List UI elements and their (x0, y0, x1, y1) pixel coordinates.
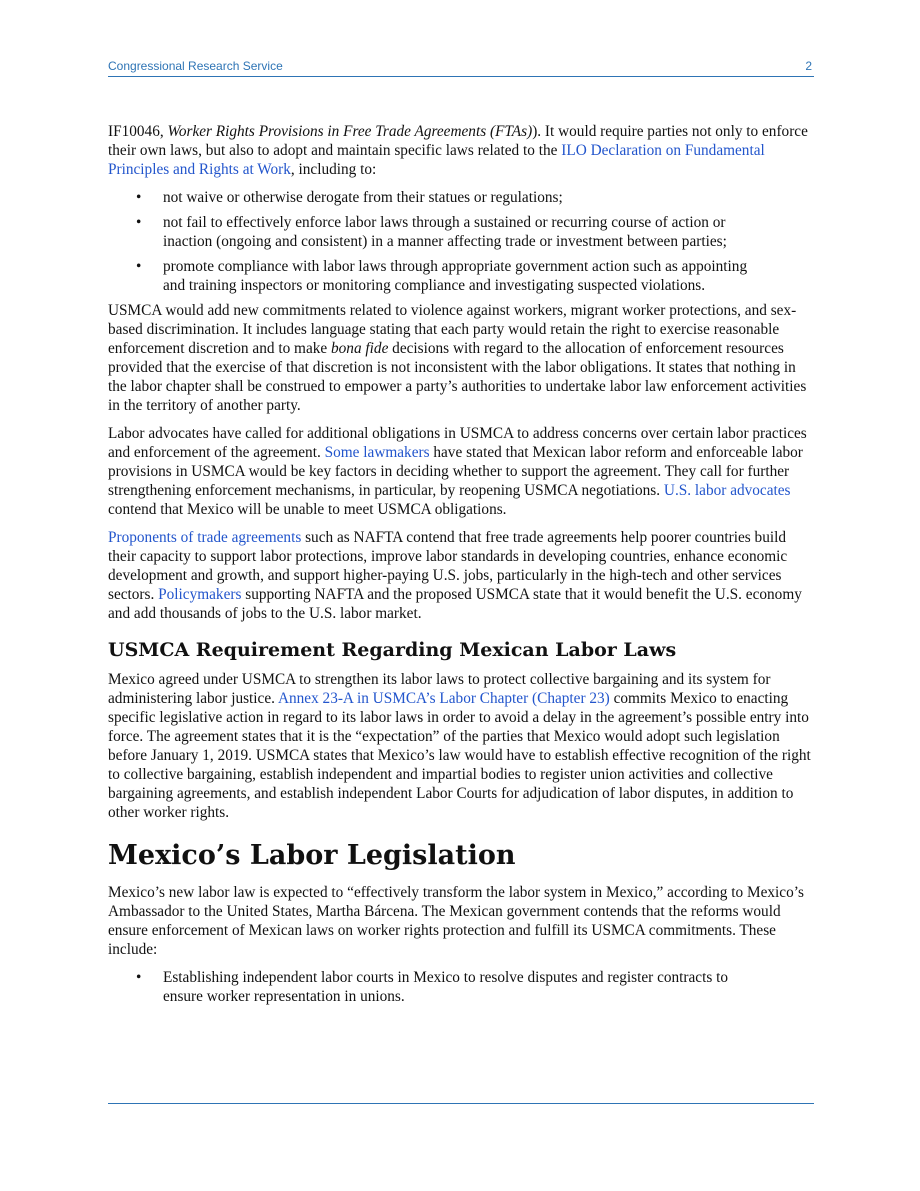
link-annex-23a[interactable]: Annex 23-A in USMCA’s Labor Chapter (Chapter 23) (277, 690, 610, 707)
intro-italic-title: Worker Rights Provisions in Free Trade Agreements (FTAs) (167, 123, 533, 140)
page-header (108, 58, 814, 77)
link-some-lawmakers[interactable]: Some lawmakers (324, 444, 430, 461)
bullet-glyph: • (136, 189, 142, 206)
advocates-text-2: have stated that Mexican labor reform and enforceable labor provisions in USMCA would be key factors in deciding whether to support the agreement. They call for further strengthening enforcement mechanisms, in particular, by reopening USMCA negotiations. (108, 444, 803, 499)
list-item (108, 968, 758, 1006)
list-item-text: not fail to effectively enforce labor laws through a sustained or recurring course of action or inaction (ongoing and consistent) in a manner affecting trade or investment between parties; (163, 214, 727, 250)
link-policymakers[interactable]: Policymakers (158, 586, 242, 603)
list-item-text: promote compliance with labor laws through appropriate government action such as appointing and training inspectors or monitoring compliance and investigating suspected violations. (163, 258, 748, 294)
page-number: 2 (805, 59, 812, 73)
advocates-text-1: Labor advocates have called for additional obligations in USMCA to address concerns over certain labor practices and enforcement of the agreement. (108, 425, 807, 461)
link-proponents-of-trade-agreements[interactable]: Proponents of trade agreements (108, 529, 302, 546)
proponents-text-1: such as NAFTA contend that free trade agreements help poorer countries build their capacity to support labor protections, improve labor standards in developing countries, enhance economic development and growth, and support higher-paying U.S. jobs, particularly in the high-tech and other services sectors. (108, 529, 788, 603)
bullet-glyph: • (136, 258, 142, 275)
list-item-text: Establishing independent labor courts in Mexico to resolve disputes and register contracts to ensure worker representation in unions. (163, 969, 728, 1005)
intro-text-3: ). It would require parties not only to enforce their own laws, but also to adopt and maintain specific laws related to the (108, 123, 808, 159)
list-item (108, 188, 758, 207)
commitments-paragraph (108, 301, 814, 415)
commitments-text-2: decisions with regard to the allocation of enforcement resources provided that the exercise of that discretion is not inconsistent with the labor obligations. It states that nothing in the labor chapter shall be construed to empower a party’s authorities to undertake labor law enforcement activities in the territory of another party. (108, 340, 807, 414)
document-body (108, 122, 814, 1012)
bona-fide-italic: bona fide (331, 340, 389, 357)
bullet-glyph: • (136, 214, 142, 231)
section-heading-usmca-requirement: USMCA Requirement Regarding Mexican Labor Laws (108, 639, 677, 661)
footer-rule (108, 1103, 814, 1104)
requirement-text-1: Mexico agreed under USMCA to strengthen its labor laws to protect collective bargaining and its system for administering labor justice. (108, 671, 771, 707)
commitments-text-1: USMCA would add new commitments related to violence against workers, migrant worker protections, and sex-based discrimination. It includes language stating that each party would retain the right to exercise reasonable enforcement discretion and to make (108, 302, 797, 357)
proponents-text-2: supporting NAFTA and the proposed USMCA state that it would benefit the U.S. economy and add thousands of jobs to the U.S. labor market. (108, 586, 802, 622)
obligations-list (108, 188, 814, 295)
list-item-text: not waive or otherwise derogate from their statues or regulations; (163, 189, 563, 206)
intro-paragraph (108, 122, 814, 179)
mexico-labor-paragraph: Mexico’s new labor law is expected to “effectively transform the labor system in Mexico,” according to Mexico’s Ambassador to the United States, Martha Bárcena. The Mexican government contends that the reforms would ensure enforcement of Mexican laws on worker rights protection and fulfill its USMCA commitments. These include: (108, 884, 804, 958)
requirement-text-2: commits Mexico to enacting specific legislative action in regard to its labor laws in order to avoid a delay in the agreement’s possible entry into force. The agreement states that it is the “expectation” of the parties that Mexico would adopt such legislation before January 1, 2019. USMCA states that Mexico’s law would have to establish effective recognition of the right to collective bargaining, establish independent and impartial bodies to register union activities and collective bargaining agreements, and establish independent Labor Courts for adjudication of labor disputes, in addition to other worker rights. (108, 690, 811, 821)
advocates-text-3: contend that Mexico will be unable to meet USMCA obligations. (108, 501, 507, 518)
intro-text-1: IF10046, (108, 123, 168, 140)
list-item (108, 257, 758, 295)
proponents-paragraph (108, 528, 814, 623)
usmca-requirement-paragraph (108, 670, 814, 822)
intro-text-4: , including to: (290, 161, 377, 178)
list-item (108, 213, 758, 251)
link-us-labor-advocates[interactable]: U.S. labor advocates (663, 482, 791, 499)
labor-advocates-paragraph (108, 424, 814, 519)
header-source: Congressional Research Service (108, 59, 283, 73)
link-ilo-declaration[interactable]: ILO Declaration on Fundamental Principles and Rights at Work (108, 142, 765, 178)
reforms-list (108, 968, 814, 1006)
section-heading-mexico-labor-legislation: Mexico’s Labor Legislation (108, 840, 516, 871)
bullet-glyph: • (136, 969, 142, 986)
